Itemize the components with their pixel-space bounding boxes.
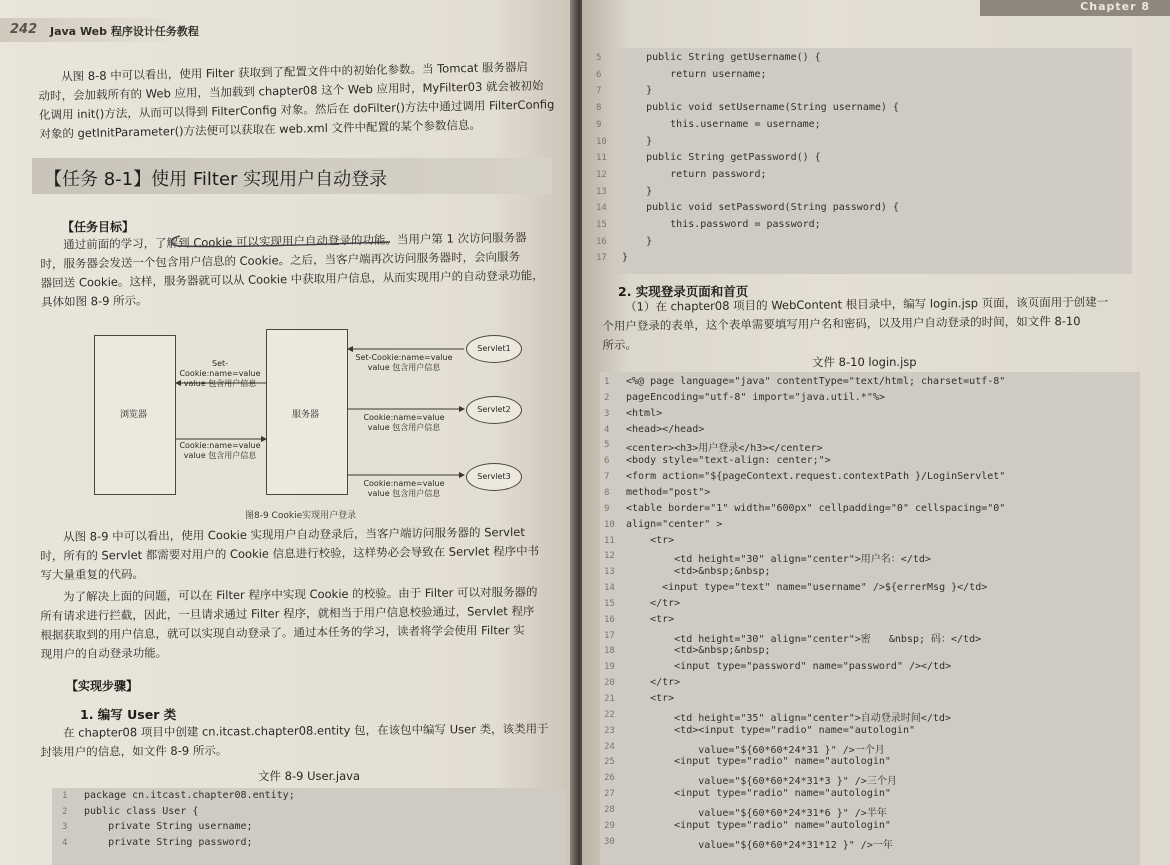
browser-label: 浏览器 xyxy=(120,410,148,420)
code-line: <td height="30" align="center">用户名：</td> xyxy=(626,554,931,566)
code-line: value="${60*60*24*31*6 }" />半年 xyxy=(626,807,887,819)
edge-label-cookie-left xyxy=(176,441,264,461)
code-line-number: 29 xyxy=(604,820,615,831)
code-line: <input type="radio" name="autologin" xyxy=(626,819,891,831)
code-line: <center><h3>用户登录</h3></center> xyxy=(626,443,823,455)
code-line-number: 14 xyxy=(596,203,607,214)
code-line: public void setPassword(String password) { xyxy=(622,202,899,214)
code-line-number: 12 xyxy=(604,551,615,562)
edge-label-set-cookie-right xyxy=(348,353,460,373)
text-line: 器回送 Cookie。这样，服务器就可以从 Cookie 中获取用户信息，从而实现用户的自动登录功能， xyxy=(40,268,544,290)
code-line: <td>&nbsp;&nbsp; xyxy=(626,645,771,657)
edge-label-line: value 包含用户信息 xyxy=(183,379,257,388)
code-line: public void setUsername(String username) { xyxy=(622,102,899,114)
code-line-number: 8 xyxy=(604,487,610,498)
code-line: </tr> xyxy=(626,677,681,689)
edge-label-line: Cookie:name=value xyxy=(363,413,445,422)
code-line-number: 27 xyxy=(604,789,615,800)
code-line-number: 11 xyxy=(604,535,615,546)
code-line: public String getUsername() { xyxy=(622,52,821,63)
code-line-number: 1 xyxy=(604,377,610,387)
code-line-number: 21 xyxy=(604,694,615,704)
edge-label-set-cookie-left xyxy=(176,359,264,389)
code-line-number: 5 xyxy=(604,440,610,451)
code-line-number: 17 xyxy=(596,253,607,264)
cookie-login-diagram xyxy=(80,325,530,505)
step2-paragraph xyxy=(602,292,1143,355)
edge-label-line: value 包含用户信息 xyxy=(367,423,441,432)
code-line-number: 3 xyxy=(604,408,610,419)
code-line-number: 14 xyxy=(604,583,615,594)
edge-label-line: Cookie:name=value xyxy=(363,479,445,488)
code-line-number: 1 xyxy=(62,791,68,801)
code-line-number: 3 xyxy=(62,822,68,833)
edge-label-line: Set-Cookie:name=value xyxy=(179,359,261,378)
code-line: <td><input type="radio" name="autologin" xyxy=(626,724,915,736)
code-line: return username; xyxy=(622,68,767,80)
code-line: <table border="1" width="600px" cellpadding="0" cellspacing="0" xyxy=(626,502,1006,514)
diagram-arrows xyxy=(80,325,530,505)
code-line-number: 13 xyxy=(604,567,615,578)
text-line: 个用户登录的表单，这个表单需要填写用户名和密码，以及用户自动登录的时间，如文件 8-10 xyxy=(602,313,1081,333)
code-line-number: 16 xyxy=(604,614,615,625)
step1-paragraph xyxy=(40,719,560,762)
code-line: <input type="text" name="username" />${errerMsg }</td> xyxy=(626,582,988,594)
code-line: package cn.itcast.chapter08.entity; xyxy=(84,790,295,801)
code-line-number: 10 xyxy=(596,136,607,147)
code-line: <td>&nbsp;&nbsp; xyxy=(626,566,771,578)
server-label: 服务器 xyxy=(292,410,320,420)
book-title: Java Web 程序设计任务教程 xyxy=(50,25,199,38)
page-number: 242 xyxy=(10,22,38,37)
code-line: <td height="30" align="center">密 &nbsp; 码：</td> xyxy=(626,633,982,645)
step2-heading: 2. 实现登录页面和首页 xyxy=(618,284,749,299)
code-line-number: 15 xyxy=(596,220,607,230)
para-after-diagram xyxy=(40,523,556,585)
text-line: 现用户的自动登录功能。 xyxy=(40,645,168,661)
left-page xyxy=(0,0,578,865)
code-line-number: 4 xyxy=(62,837,68,848)
code-line: } xyxy=(622,252,629,264)
code-line-number: 13 xyxy=(596,186,607,197)
text-line: 具体如图 8-9 所示。 xyxy=(40,293,148,309)
text-line: 动时，会加载所有的 Web 应用，当加载到 chapter08 这个 Web 应用时，MyFilter03 就会被初始 xyxy=(38,78,544,103)
code-line-number: 30 xyxy=(604,836,615,847)
code-line: } xyxy=(622,135,653,147)
file-caption-login: 文件 8-10 login.jsp xyxy=(812,355,917,369)
code-line-number: 26 xyxy=(604,773,615,784)
code-line-number: 7 xyxy=(596,86,602,97)
text-line: 对象的 getInitParameter()方法便可以获取在 web.xml 文件中配置的某个参数信息。 xyxy=(39,117,482,141)
code-line-number: 23 xyxy=(604,725,615,736)
code-line: this.password = password; xyxy=(622,219,821,230)
text-line: 为了解决上面的问题，可以在 Filter 程序中实现 Cookie 的校验。由于 Filter 可以对服务器的 xyxy=(63,584,538,604)
text-line: 化调用 init()方法，从而可以得到 FilterConfig 对象。然后在 doFilter()方法中通过调用 FilterConfig xyxy=(38,97,555,122)
code-line: public String getPassword() { xyxy=(622,152,821,164)
servlet1-node: Servlet1 xyxy=(466,335,522,363)
code-line: } xyxy=(622,235,653,247)
para-filter xyxy=(40,583,556,664)
code-line-number: 18 xyxy=(604,646,615,657)
code-line: method="post"> xyxy=(626,486,711,498)
code-line-number: 5 xyxy=(596,53,602,63)
code-line: value="${60*60*24*31 }" />一个月 xyxy=(626,744,885,756)
edge-label-line: value 包含用户信息 xyxy=(183,451,257,460)
code-line-number: 10 xyxy=(604,519,615,530)
code-line-number: 25 xyxy=(604,757,615,768)
code-line-number: 8 xyxy=(596,103,602,114)
text-line: 所示。 xyxy=(602,337,638,352)
servlet2-node: Servlet2 xyxy=(466,396,522,424)
code-line: } xyxy=(622,85,653,97)
code-line: </tr> xyxy=(626,597,681,609)
code-line-number: 19 xyxy=(604,662,615,673)
code-line: public class User { xyxy=(84,805,199,817)
edge-label-cookie-right-2 xyxy=(348,413,460,433)
code-line: align="center" > xyxy=(626,518,723,530)
text-line: 通过前面的学习，了解到 Cookie 可以实现用户自动登录的功能。当用户第 1 次访问服务器 xyxy=(63,230,527,252)
code-line: return password; xyxy=(622,168,767,180)
code-line: <tr> xyxy=(626,613,675,625)
code-line: <form action="${pageContext.request.contextPath }/LoginServlet" xyxy=(626,471,1006,483)
code-line: value="${60*60*24*31*12 }" />一年 xyxy=(626,839,893,851)
text-line: 根据获取到的用户信息，就可以实现自动登录了。通过本任务的学习，读者将学会使用 Filter 实 xyxy=(40,622,525,642)
code-line: <head></head> xyxy=(626,423,705,435)
code-line-number: 17 xyxy=(604,630,615,641)
code-line: this.username = username; xyxy=(622,118,821,130)
code-line-number: 24 xyxy=(604,741,615,752)
text-line: 在 chapter08 项目中创建 cn.itcast.chapter08.entity 包，在该包中编写 User 类，该类用于 xyxy=(63,721,549,740)
steps-heading: 【实现步骤】 xyxy=(66,679,139,693)
code-line: private String password; xyxy=(84,836,253,848)
text-line: 所有请求进行拦截，因此，一旦请求通过 Filter 程序，就相当于用户信息校验通过，Servlet 程序 xyxy=(40,603,535,623)
code-line: <input type="radio" name="autologin" xyxy=(626,788,891,800)
code-line: <tr> xyxy=(626,534,675,546)
text-line: 从图 8-9 中可以看出，使用 Cookie 实现用户自动登录后，当客户端访问服务器的 Servlet xyxy=(63,524,525,544)
code-line-number: 2 xyxy=(604,392,610,403)
code-line: <td height="35" align="center">自动登录时间</td> xyxy=(626,712,951,724)
task-title: 【任务 8-1】使用 Filter 实现用户自动登录 xyxy=(44,169,388,190)
code-line-number: 2 xyxy=(62,806,68,817)
code-line: pageEncoding="utf-8" import="java.util.*"%> xyxy=(626,391,885,403)
right-page xyxy=(582,0,1170,865)
code-line-number: 4 xyxy=(604,424,610,435)
code-line-number: 16 xyxy=(596,236,607,247)
intro-paragraph xyxy=(38,57,559,144)
figure-caption: 图8-9 Cookie实现用户登录 xyxy=(245,511,357,521)
text-line: 封装用户的信息，如文件 8-9 所示。 xyxy=(40,743,228,759)
step1-heading: 1. 编写 User 类 xyxy=(80,707,177,722)
edge-label-cookie-right-3 xyxy=(348,479,460,499)
servlet3-node: Servlet3 xyxy=(466,463,522,491)
text-line: 时，所有的 Servlet 都需要对用户的 Cookie 信息进行校验，这样势必会导致在 Servlet 程序中书 xyxy=(40,543,540,563)
code-line-number: 6 xyxy=(596,69,602,80)
code-line: } xyxy=(622,185,653,197)
code-line: <input type="radio" name="autologin" xyxy=(626,756,891,768)
code-line: <tr> xyxy=(626,693,675,704)
code-line-number: 7 xyxy=(604,472,610,483)
code-line: value="${60*60*24*31*3 }" />三个月 xyxy=(626,776,897,788)
code-line-number: 15 xyxy=(604,598,615,609)
code-line: <%@ page language="java" contentType="text/html; charset=utf-8" xyxy=(626,376,1006,387)
code-line-number: 12 xyxy=(596,169,607,180)
code-line-number: 9 xyxy=(596,119,602,130)
edge-label-line: Cookie:name=value xyxy=(179,441,261,450)
code-line-number: 28 xyxy=(604,804,615,815)
text-line: 时，服务器会发送一个包含用户信息的 Cookie。之后，当客户端再次访问服务器时，会向服务 xyxy=(40,249,521,271)
pencil-annotation xyxy=(150,232,410,256)
text-line: （1）在 chapter08 项目的 WebContent 根目录中，编写 login.jsp 页面，该页面用于创建一 xyxy=(625,294,1109,314)
code-line: <html> xyxy=(626,407,663,419)
text-line: 写大量重复的代码。 xyxy=(40,566,145,582)
edge-label-line: Set-Cookie:name=value xyxy=(355,353,453,362)
text-line: 从图 8-8 中可以看出，使用 Filter 获取到了配置文件中的初始化参数。当 Tomcat 服务器启 xyxy=(61,59,529,84)
chapter-tab: Chapter 8 xyxy=(1080,0,1150,13)
code-line-number: 20 xyxy=(604,678,615,689)
file-caption-user: 文件 8-9 User.java xyxy=(258,769,361,783)
code-line-number: 6 xyxy=(604,456,610,467)
code-line-number: 11 xyxy=(596,153,607,164)
edge-label-line: value 包含用户信息 xyxy=(367,489,441,498)
goal-heading: 【任务目标】 xyxy=(62,220,135,234)
code-line-number: 22 xyxy=(604,709,615,720)
code-line: private String username; xyxy=(84,821,253,833)
code-line: <body style="text-align: center;"> xyxy=(626,455,831,467)
code-line: <input type="password" name="password" /></td> xyxy=(626,661,952,673)
edge-label-line: value 包含用户信息 xyxy=(367,363,441,372)
code-line-number: 9 xyxy=(604,503,610,514)
